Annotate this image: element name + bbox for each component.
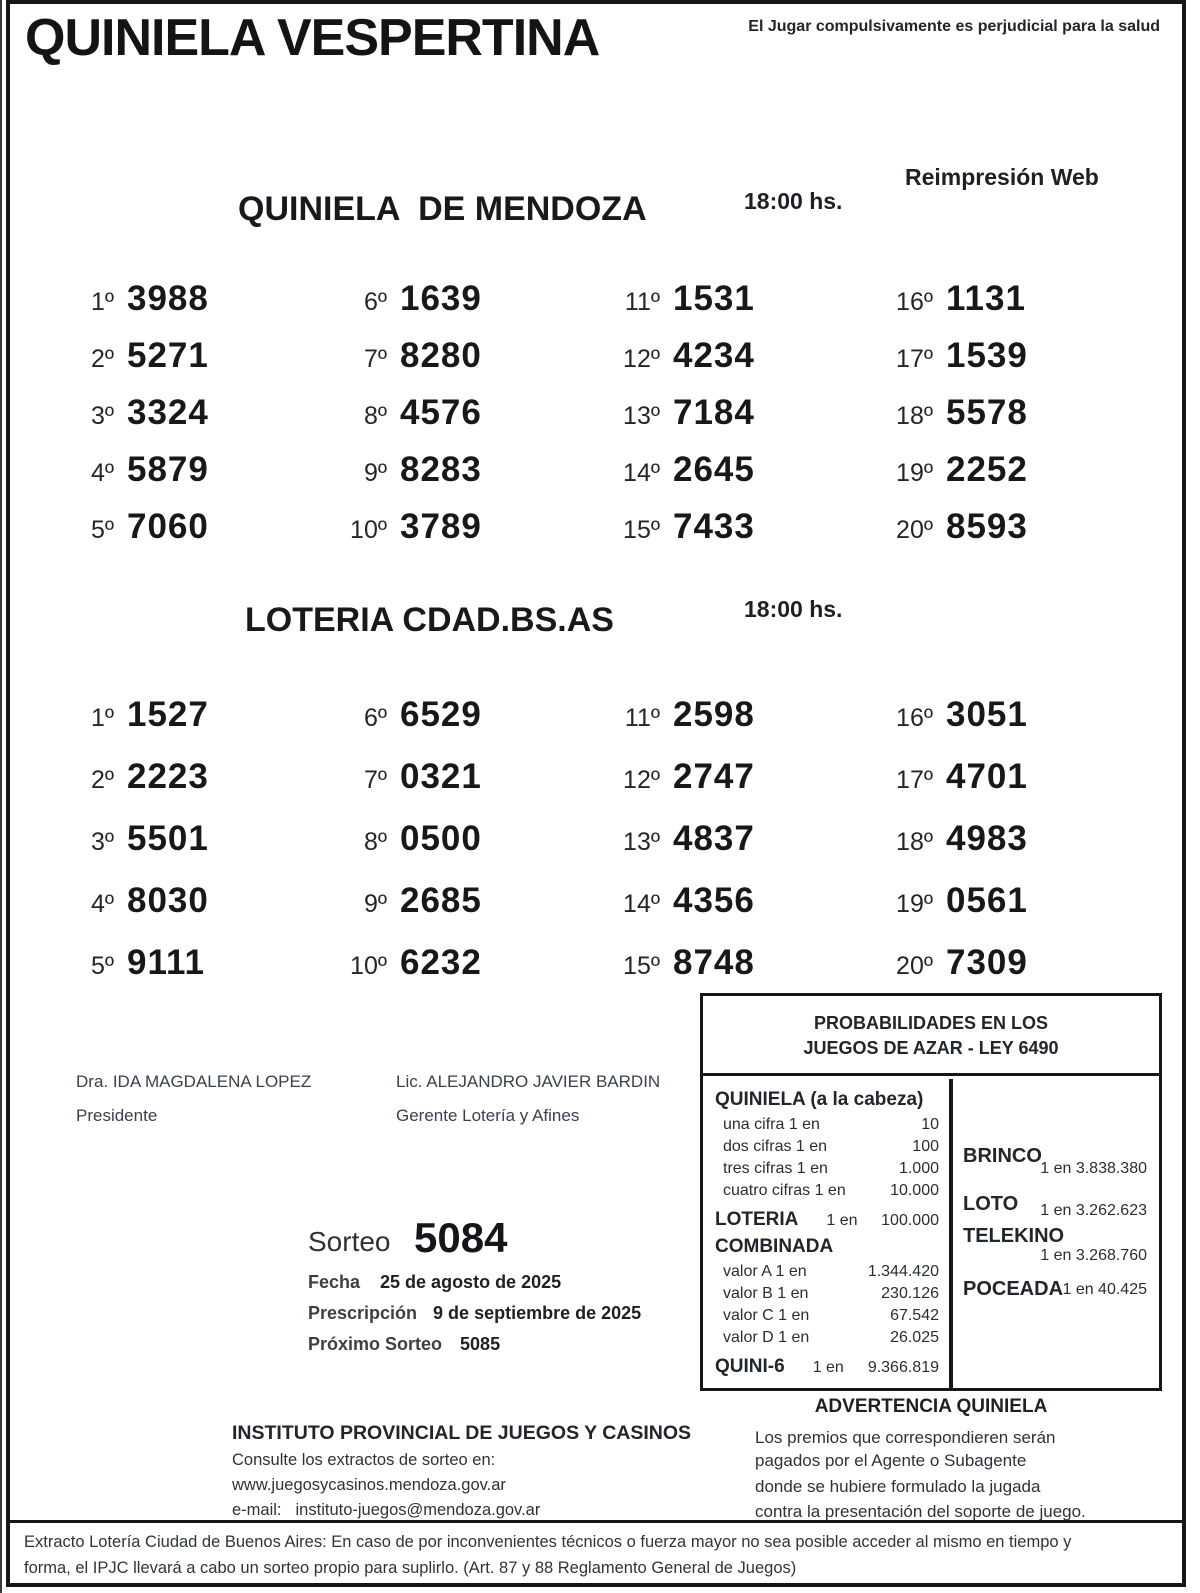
result-position: 9º xyxy=(363,890,387,918)
result-position: 12º xyxy=(623,345,660,373)
result-position: 16º xyxy=(896,288,933,316)
result-item xyxy=(38,384,311,441)
manager-title: Gerente Lotería y Afines xyxy=(396,1106,580,1125)
odds-row xyxy=(715,1136,939,1158)
advertencia-line: contra la presentación del soporte de juego. xyxy=(755,1502,1086,1521)
result-number: 8283 xyxy=(400,450,482,489)
result-number: 2598 xyxy=(673,695,755,734)
prescripcion-label: Prescripción xyxy=(308,1303,418,1323)
odds-label: valor A 1 en xyxy=(723,1263,807,1280)
loteria-odds-row xyxy=(715,1209,939,1232)
result-number: 7184 xyxy=(673,393,755,432)
prescripcion-value: 9 de septiembre de 2025 xyxy=(433,1303,642,1323)
quini6-odds-row xyxy=(715,1356,939,1379)
result-item xyxy=(584,441,857,498)
result-item xyxy=(38,498,311,555)
bsas-heading: LOTERIA CDAD.BS.AS xyxy=(245,601,614,639)
odds-row xyxy=(715,1261,939,1283)
proximo-sorteo-label: Próximo Sorteo xyxy=(308,1334,443,1354)
odds-value: 10 xyxy=(921,1116,939,1133)
result-item xyxy=(584,684,857,746)
health-warning: El Jugar compulsivamente es perjudicial para la salud xyxy=(748,18,1160,35)
result-number: 7433 xyxy=(673,507,755,546)
result-item xyxy=(38,684,311,746)
result-number: 4234 xyxy=(673,336,755,375)
result-item xyxy=(311,684,584,746)
result-item xyxy=(857,441,1130,498)
result-number: 4701 xyxy=(946,757,1028,796)
result-number: 1539 xyxy=(946,336,1028,375)
result-item xyxy=(311,870,584,932)
quini6-odds-mid: 1 en xyxy=(812,1359,844,1376)
result-position: 7º xyxy=(363,766,387,794)
page-title: QUINIELA VESPERTINA xyxy=(25,9,600,67)
result-item xyxy=(584,498,857,555)
result-number: 4837 xyxy=(673,819,755,858)
result-position: 20º xyxy=(896,516,933,544)
result-item xyxy=(857,498,1130,555)
result-number: 4356 xyxy=(673,881,755,920)
result-position: 6º xyxy=(363,288,387,316)
poceada-odds-name: POCEADA xyxy=(963,1278,1064,1300)
odds-label: valor D 1 en xyxy=(723,1329,810,1346)
result-position: 6º xyxy=(363,704,387,732)
result-number: 5501 xyxy=(127,819,209,858)
result-item xyxy=(857,270,1130,327)
result-position: 8º xyxy=(363,828,387,856)
result-number: 9111 xyxy=(127,943,205,982)
result-number: 8593 xyxy=(946,507,1028,546)
result-item xyxy=(38,870,311,932)
result-number: 6529 xyxy=(400,695,482,734)
sorteo-label: Sorteo xyxy=(308,1226,391,1257)
telekino-odds-value: 1 en 3.268.760 xyxy=(1040,1247,1147,1264)
odds-label: valor C 1 en xyxy=(723,1307,810,1324)
result-item xyxy=(38,441,311,498)
advertencia-line: donde se hubiere formulado la jugada xyxy=(755,1477,1041,1496)
instituto-name: INSTITUTO PROVINCIAL DE JUEGOS Y CASINOS xyxy=(232,1422,692,1444)
result-number: 2685 xyxy=(400,881,482,920)
result-position: 1º xyxy=(90,704,114,732)
result-number: 1531 xyxy=(673,279,755,318)
result-position: 11º xyxy=(624,704,660,732)
result-position: 2º xyxy=(90,345,114,373)
email-label: e-mail: xyxy=(232,1501,282,1519)
result-item xyxy=(38,270,311,327)
probabilities-left-column xyxy=(703,1079,953,1388)
probabilities-title-line1: PROBABILIDADES EN LOS xyxy=(813,1013,1049,1033)
proximo-sorteo-row xyxy=(308,1334,500,1355)
loteria-odds-mid: 1 en xyxy=(826,1212,858,1229)
result-number: 2747 xyxy=(673,757,755,796)
result-item xyxy=(311,808,584,870)
result-number: 5578 xyxy=(946,393,1028,432)
result-position: 15º xyxy=(623,516,660,544)
result-number: 8748 xyxy=(673,943,755,982)
result-item xyxy=(857,870,1130,932)
result-position: 16º xyxy=(896,704,933,732)
probabilities-title xyxy=(703,996,1159,1076)
reprint-label: Reimpresión Web xyxy=(905,164,1099,190)
quini6-odds-value: 9.366.819 xyxy=(867,1359,939,1376)
footer-note-line2: forma, el IPJC llevará a cabo un sorteo propio para suplirlo. (Art. 87 y 88 Reglamento General de Juegos) xyxy=(24,1559,797,1577)
result-position: 4º xyxy=(90,890,114,918)
result-item xyxy=(584,808,857,870)
result-number: 0500 xyxy=(400,819,482,858)
odds-row xyxy=(715,1305,939,1327)
result-item xyxy=(584,932,857,994)
odds-value: 10.000 xyxy=(890,1182,939,1199)
result-number: 1639 xyxy=(400,279,482,318)
result-position: 15º xyxy=(623,952,660,980)
result-position: 1º xyxy=(90,288,114,316)
result-number: 1131 xyxy=(946,279,1026,318)
result-item xyxy=(311,270,584,327)
loteria-odds-value: 100.000 xyxy=(881,1212,939,1229)
result-position: 13º xyxy=(623,828,660,856)
result-number: 5271 xyxy=(127,336,209,375)
result-item xyxy=(38,327,311,384)
result-number: 0321 xyxy=(400,757,482,796)
result-position: 19º xyxy=(896,459,933,487)
poceada-odds-value: 1 en 40.425 xyxy=(1062,1281,1147,1298)
odds-row xyxy=(715,1327,939,1349)
prescripcion-row xyxy=(308,1303,641,1324)
result-item xyxy=(311,498,584,555)
footer-divider xyxy=(6,1520,1186,1523)
result-item xyxy=(857,384,1130,441)
instituto-email-line xyxy=(232,1501,691,1520)
result-number: 8030 xyxy=(127,881,209,920)
odds-row xyxy=(715,1283,939,1305)
result-item xyxy=(584,870,857,932)
email-value: instituto-juegos@mendoza.gov.ar xyxy=(295,1501,541,1519)
mendoza-draw-time: 18:00 hs. xyxy=(744,188,843,214)
odds-row xyxy=(715,1114,939,1136)
probabilities-box xyxy=(700,993,1162,1391)
result-item xyxy=(857,684,1130,746)
sorteo-number: 5084 xyxy=(414,1214,508,1261)
result-item xyxy=(38,932,311,994)
proximo-sorteo-value: 5085 xyxy=(460,1334,501,1354)
result-position: 11º xyxy=(624,288,660,316)
probabilities-body xyxy=(703,1079,1159,1388)
result-number: 5879 xyxy=(127,450,209,489)
odds-value: 26.025 xyxy=(890,1329,939,1346)
odds-label: cuatro cifras 1 en xyxy=(723,1182,846,1199)
fecha-value: 25 de agosto de 2025 xyxy=(380,1272,562,1292)
odds-value: 67.542 xyxy=(890,1307,939,1324)
result-number: 2645 xyxy=(673,450,755,489)
odds-label: valor B 1 en xyxy=(723,1285,809,1302)
president-title: Presidente xyxy=(76,1106,158,1125)
result-number: 7060 xyxy=(127,507,209,546)
result-item xyxy=(311,384,584,441)
result-number: 8280 xyxy=(400,336,482,375)
advertencia-line: pagados por el Agente o Subagente xyxy=(755,1451,1027,1470)
result-number: 0561 xyxy=(946,881,1028,920)
result-position: 14º xyxy=(623,890,660,918)
result-item xyxy=(311,932,584,994)
result-item xyxy=(584,746,857,808)
odds-label: dos cifras 1 en xyxy=(723,1138,828,1155)
odds-row xyxy=(715,1158,939,1180)
result-item xyxy=(311,327,584,384)
result-position: 20º xyxy=(896,952,933,980)
advertencia-section xyxy=(700,1396,1162,1522)
quiniela-odds-header: QUINIELA (a la cabeza) xyxy=(715,1089,924,1110)
odds-value: 1.000 xyxy=(898,1160,939,1177)
result-item xyxy=(857,808,1130,870)
result-number: 3051 xyxy=(946,695,1028,734)
telekino-odds-name: TELEKINO xyxy=(963,1225,1065,1247)
result-position: 19º xyxy=(896,890,933,918)
result-item xyxy=(857,327,1130,384)
result-item xyxy=(38,746,311,808)
fecha-row xyxy=(308,1272,561,1293)
loto-odds-value: 1 en 3.262.623 xyxy=(1040,1202,1147,1219)
result-number: 3324 xyxy=(127,393,209,432)
quini6-odds-name: QUINI-6 xyxy=(715,1356,785,1377)
result-position: 18º xyxy=(896,402,933,430)
odds-value: 1.344.420 xyxy=(867,1263,939,1280)
manager-name: Lic. ALEJANDRO JAVIER BARDIN xyxy=(396,1072,661,1091)
advertencia-title: ADVERTENCIA QUINIELA xyxy=(814,1396,1048,1417)
odds-value: 100 xyxy=(912,1138,939,1155)
odds-label: tres cifras 1 en xyxy=(723,1160,828,1177)
instituto-section xyxy=(232,1422,691,1520)
result-item xyxy=(584,384,857,441)
president-name: Dra. IDA MAGDALENA LOPEZ xyxy=(76,1072,312,1091)
result-position: 10º xyxy=(350,952,387,980)
result-item xyxy=(311,746,584,808)
mendoza-heading: QUINIELA DE MENDOZA xyxy=(238,190,647,228)
result-position: 14º xyxy=(623,459,660,487)
odds-value: 230.126 xyxy=(881,1285,939,1302)
bsas-draw-time: 18:00 hs. xyxy=(744,596,843,622)
result-item xyxy=(311,441,584,498)
fecha-label: Fecha xyxy=(308,1272,361,1292)
result-number: 3789 xyxy=(400,507,482,546)
bsas-results-grid xyxy=(38,684,1130,994)
result-position: 3º xyxy=(90,402,114,430)
result-position: 9º xyxy=(363,459,387,487)
result-position: 5º xyxy=(90,516,114,544)
result-number: 6232 xyxy=(400,943,482,982)
result-number: 1527 xyxy=(127,695,209,734)
advertencia-line: Los premios que correspondieren serán xyxy=(755,1428,1056,1447)
result-item xyxy=(857,746,1130,808)
result-number: 2223 xyxy=(127,757,209,796)
result-number: 2252 xyxy=(946,450,1028,489)
result-position: 4º xyxy=(90,459,114,487)
result-position: 3º xyxy=(90,828,114,856)
result-position: 17º xyxy=(896,345,933,373)
probabilities-title-line2: JUEGOS DE AZAR - LEY 6490 xyxy=(803,1038,1059,1058)
result-position: 5º xyxy=(90,952,114,980)
result-position: 8º xyxy=(363,402,387,430)
result-position: 13º xyxy=(623,402,660,430)
brinco-odds-value: 1 en 3.838.380 xyxy=(1040,1160,1147,1177)
brinco-odds-name: BRINCO xyxy=(963,1145,1042,1167)
result-item xyxy=(857,932,1130,994)
result-number: 4983 xyxy=(946,819,1028,858)
odds-row xyxy=(715,1180,939,1202)
footer-note-line1: Extracto Lotería Ciudad de Buenos Aires: En caso de por inconvenientes técnicos o fuerza mayor no sea posible acceder al mismo en tiempo y xyxy=(24,1533,1072,1551)
footer-note xyxy=(24,1529,1174,1581)
loteria-odds-name: LOTERIA xyxy=(715,1209,799,1230)
instituto-consulte-line: Consulte los extractos de sorteo en: xyxy=(232,1451,496,1469)
probabilities-right-column xyxy=(953,1079,1159,1388)
result-number: 4576 xyxy=(400,393,482,432)
page-left-edge-line xyxy=(0,0,2,1593)
result-number: 3988 xyxy=(127,279,209,318)
result-number: 7309 xyxy=(946,943,1028,982)
result-item xyxy=(38,808,311,870)
mendoza-results-grid xyxy=(38,270,1130,555)
loto-odds-name: LOTO xyxy=(963,1193,1019,1215)
result-item xyxy=(584,270,857,327)
result-position: 17º xyxy=(896,766,933,794)
result-position: 12º xyxy=(623,766,660,794)
odds-label: una cifra 1 en xyxy=(723,1116,820,1133)
combinada-odds-header: COMBINADA xyxy=(715,1236,834,1257)
result-item xyxy=(584,327,857,384)
result-position: 2º xyxy=(90,766,114,794)
result-position: 10º xyxy=(350,516,387,544)
result-position: 7º xyxy=(363,345,387,373)
instituto-website: www.juegosycasinos.mendoza.gov.ar xyxy=(232,1476,506,1494)
result-position: 18º xyxy=(896,828,933,856)
